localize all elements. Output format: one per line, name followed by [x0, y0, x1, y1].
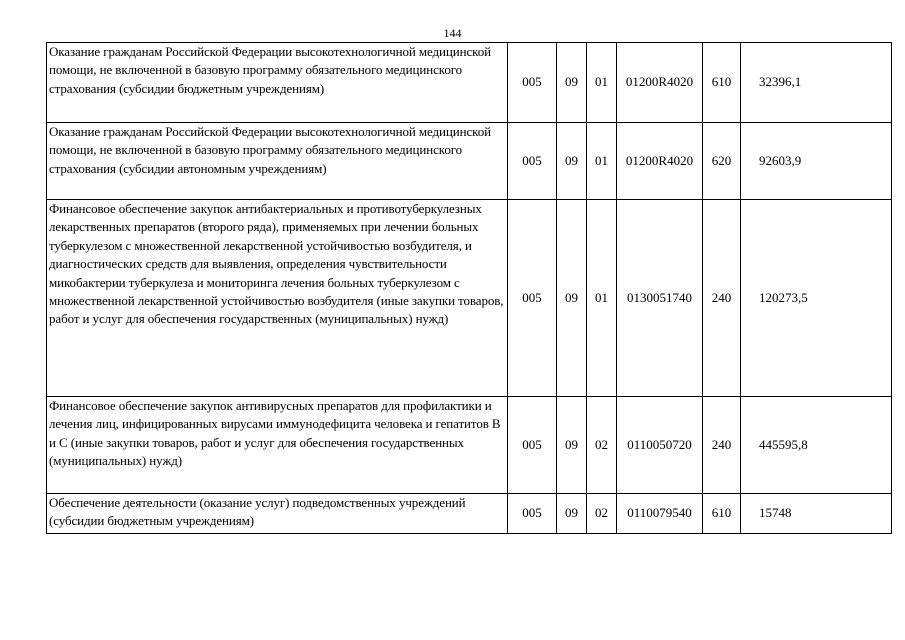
row-target-article-code: 01200R4020	[617, 43, 703, 123]
row-description: Финансовое обеспечение закупок антивирусных препаратов для профилактики и лечения лиц, инфицированных вирусами иммунодефицита человека и гепатитов В и С (иные закупки товаров, работ и услуг для обеспечения государственных (муниципальных) нужд)	[47, 397, 508, 494]
row-subsection-code: 01	[587, 43, 617, 123]
row-description: Оказание гражданам Российской Федерации высокотехнологичной медицинской помощи, не включенной в базовую программу обязательного медицинского страхования (субсидии бюджетным учреждениям)	[47, 43, 508, 123]
row-amount: 32396,1	[741, 43, 892, 123]
row-expense-type-code: 610	[703, 494, 741, 534]
row-section-code: 09	[557, 494, 587, 534]
row-amount: 120273,5	[741, 200, 892, 397]
row-grbs-code: 005	[508, 123, 557, 200]
row-subsection-code: 02	[587, 494, 617, 534]
table-row	[47, 43, 892, 123]
row-section-code: 09	[557, 43, 587, 123]
row-expense-type-code: 620	[703, 123, 741, 200]
row-target-article-code: 0110079540	[617, 494, 703, 534]
row-section-code: 09	[557, 123, 587, 200]
row-grbs-code: 005	[508, 494, 557, 534]
row-description: Финансовое обеспечение закупок антибактериальных и противотуберкулезных лекарственных препаратов (второго ряда), применяемых при лечении больных туберкулезом с множественной лекарственной устойчивостью возбудителя, и диагностических средств для выявления, определения чувствительности микобактерии туберкулеза и мониторинга лечения больных туберкулезом с множественной лекарственной устойчивостью возбудителя (иные закупки товаров, работ и услуг для обеспечения государственных (муниципальных) нужд)	[47, 200, 508, 397]
row-section-code: 09	[557, 200, 587, 397]
row-description: Обеспечение деятельности (оказание услуг) подведомственных учреждений (субсидии бюджетным учреждениям)	[47, 494, 508, 534]
row-grbs-code: 005	[508, 43, 557, 123]
row-expense-type-code: 240	[703, 200, 741, 397]
row-target-article-code: 01200R4020	[617, 123, 703, 200]
table-row	[47, 397, 892, 494]
row-amount: 445595,8	[741, 397, 892, 494]
row-expense-type-code: 240	[703, 397, 741, 494]
row-target-article-code: 0130051740	[617, 200, 703, 397]
table-row	[47, 494, 892, 534]
row-amount: 92603,9	[741, 123, 892, 200]
row-subsection-code: 02	[587, 397, 617, 494]
table-row	[47, 200, 892, 397]
row-subsection-code: 01	[587, 123, 617, 200]
budget-table	[46, 42, 892, 534]
row-grbs-code: 005	[508, 397, 557, 494]
row-subsection-code: 01	[587, 200, 617, 397]
row-expense-type-code: 610	[703, 43, 741, 123]
row-amount: 15748	[741, 494, 892, 534]
page-number: 144	[443, 26, 462, 40]
table-row	[47, 123, 892, 200]
row-description: Оказание гражданам Российской Федерации высокотехнологичной медицинской помощи, не включенной в базовую программу обязательного медицинского страхования (субсидии автономным учреждениям)	[47, 123, 508, 200]
row-target-article-code: 0110050720	[617, 397, 703, 494]
row-grbs-code: 005	[508, 200, 557, 397]
row-section-code: 09	[557, 397, 587, 494]
